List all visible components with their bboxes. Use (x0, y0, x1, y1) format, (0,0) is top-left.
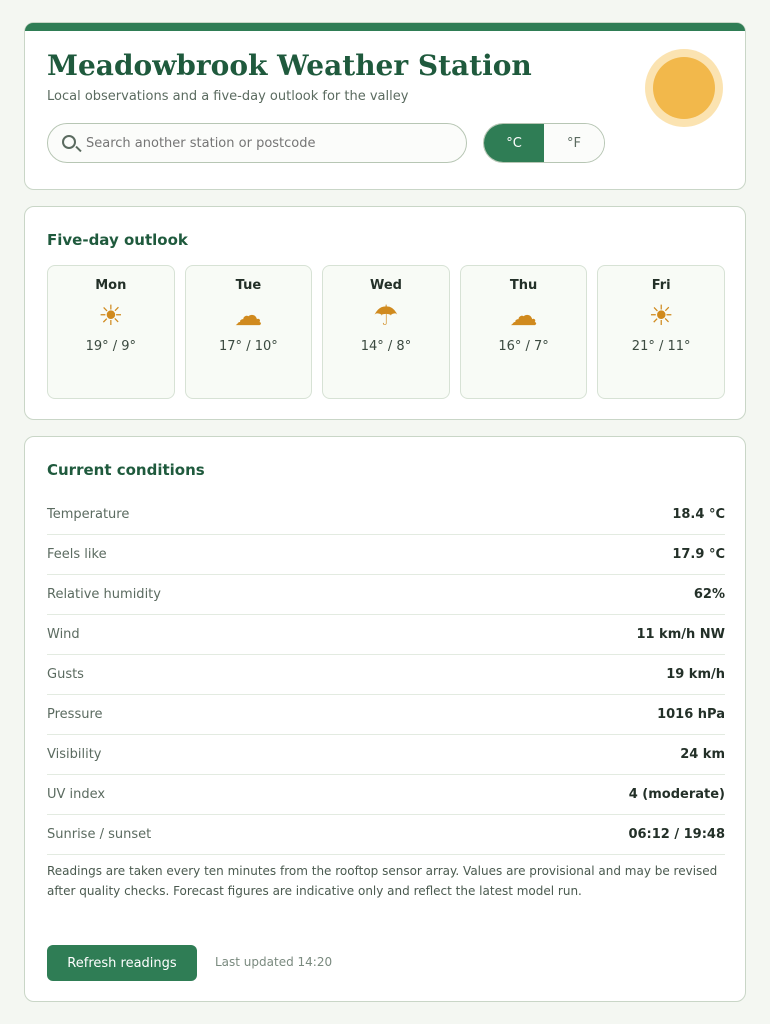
list-item (47, 655, 725, 695)
day-temperature: 17° / 10° (219, 339, 278, 354)
search-icon (62, 135, 76, 149)
list-item (47, 695, 725, 735)
row-value: 11 km/h NW (636, 627, 725, 642)
list-item (47, 775, 725, 815)
day-name: Thu (509, 278, 538, 293)
row-label: Temperature (47, 507, 130, 522)
search-input[interactable] (86, 132, 456, 154)
day-temperature: 16° / 7° (498, 339, 549, 354)
weather-icon: ☁ (509, 299, 538, 332)
row-label: Visibility (47, 747, 102, 762)
day-temperature: 21° / 11° (631, 339, 691, 354)
row-label: Gusts (47, 667, 84, 682)
row-value: 4 (moderate) (628, 787, 725, 802)
forecast-day[interactable] (47, 265, 175, 399)
unit-celsius-button[interactable]: °C (484, 124, 544, 162)
row-value: 17.9 °C (672, 547, 725, 562)
conditions-title: Current conditions (47, 461, 205, 479)
list-item (47, 615, 725, 655)
row-value: 1016 hPa (657, 707, 725, 722)
row-label: Sunrise / sunset (47, 827, 152, 842)
day-temperature: 14° / 8° (360, 339, 412, 354)
conditions-notes: Readings are taken every ten minutes from the rooftop sensor array. Values are provisional and may be revised after quality checks. Forecast figures are indicative only and reflect the latest model run. (47, 864, 718, 898)
forecast-days (47, 265, 725, 399)
forecast-day[interactable] (460, 265, 588, 399)
conditions-list (47, 495, 725, 855)
list-item (47, 735, 725, 775)
unit-fahrenheit-button[interactable]: °F (544, 124, 604, 162)
list-item (47, 495, 725, 535)
forecast-day[interactable] (185, 265, 313, 399)
row-label: Relative humidity (47, 587, 161, 602)
day-name: Wed (369, 278, 402, 293)
row-label: Pressure (47, 707, 103, 722)
weather-icon: ☂ (373, 299, 399, 332)
station-search[interactable] (47, 123, 467, 163)
last-updated: Last updated 14:20 (215, 955, 333, 969)
header-card (24, 22, 746, 190)
list-item (47, 535, 725, 575)
row-value: 19 km/h (666, 667, 725, 682)
list-item (47, 815, 725, 855)
day-name: Mon (95, 278, 127, 293)
refresh-button[interactable]: Refresh readings (47, 945, 197, 981)
unit-toggle (483, 123, 605, 163)
forecast-day[interactable] (597, 265, 725, 399)
row-value: 62% (693, 587, 725, 602)
row-label: UV index (47, 787, 106, 802)
weather-icon: ☁ (234, 299, 263, 332)
forecast-title: Five-day outlook (47, 231, 188, 249)
row-value: 18.4 °C (672, 507, 725, 522)
weather-icon: ☀ (648, 299, 674, 332)
site-tagline: Local observations and a five-day outlook for the valley (47, 89, 409, 104)
forecast-day[interactable] (322, 265, 450, 399)
day-temperature: 19° / 9° (85, 339, 137, 354)
conditions-card (24, 436, 746, 1002)
list-item (47, 575, 725, 615)
day-name: Tue (235, 278, 262, 293)
day-name: Fri (651, 278, 671, 293)
sun-icon (653, 57, 715, 119)
row-label: Wind (47, 627, 80, 642)
row-label: Feels like (47, 547, 107, 562)
weather-icon: ☀ (98, 299, 124, 332)
site-title: Meadowbrook Weather Station (47, 49, 532, 82)
row-value: 24 km (680, 747, 725, 762)
forecast-card (24, 206, 746, 420)
row-value: 06:12 / 19:48 (628, 827, 725, 842)
header-band (25, 23, 745, 31)
